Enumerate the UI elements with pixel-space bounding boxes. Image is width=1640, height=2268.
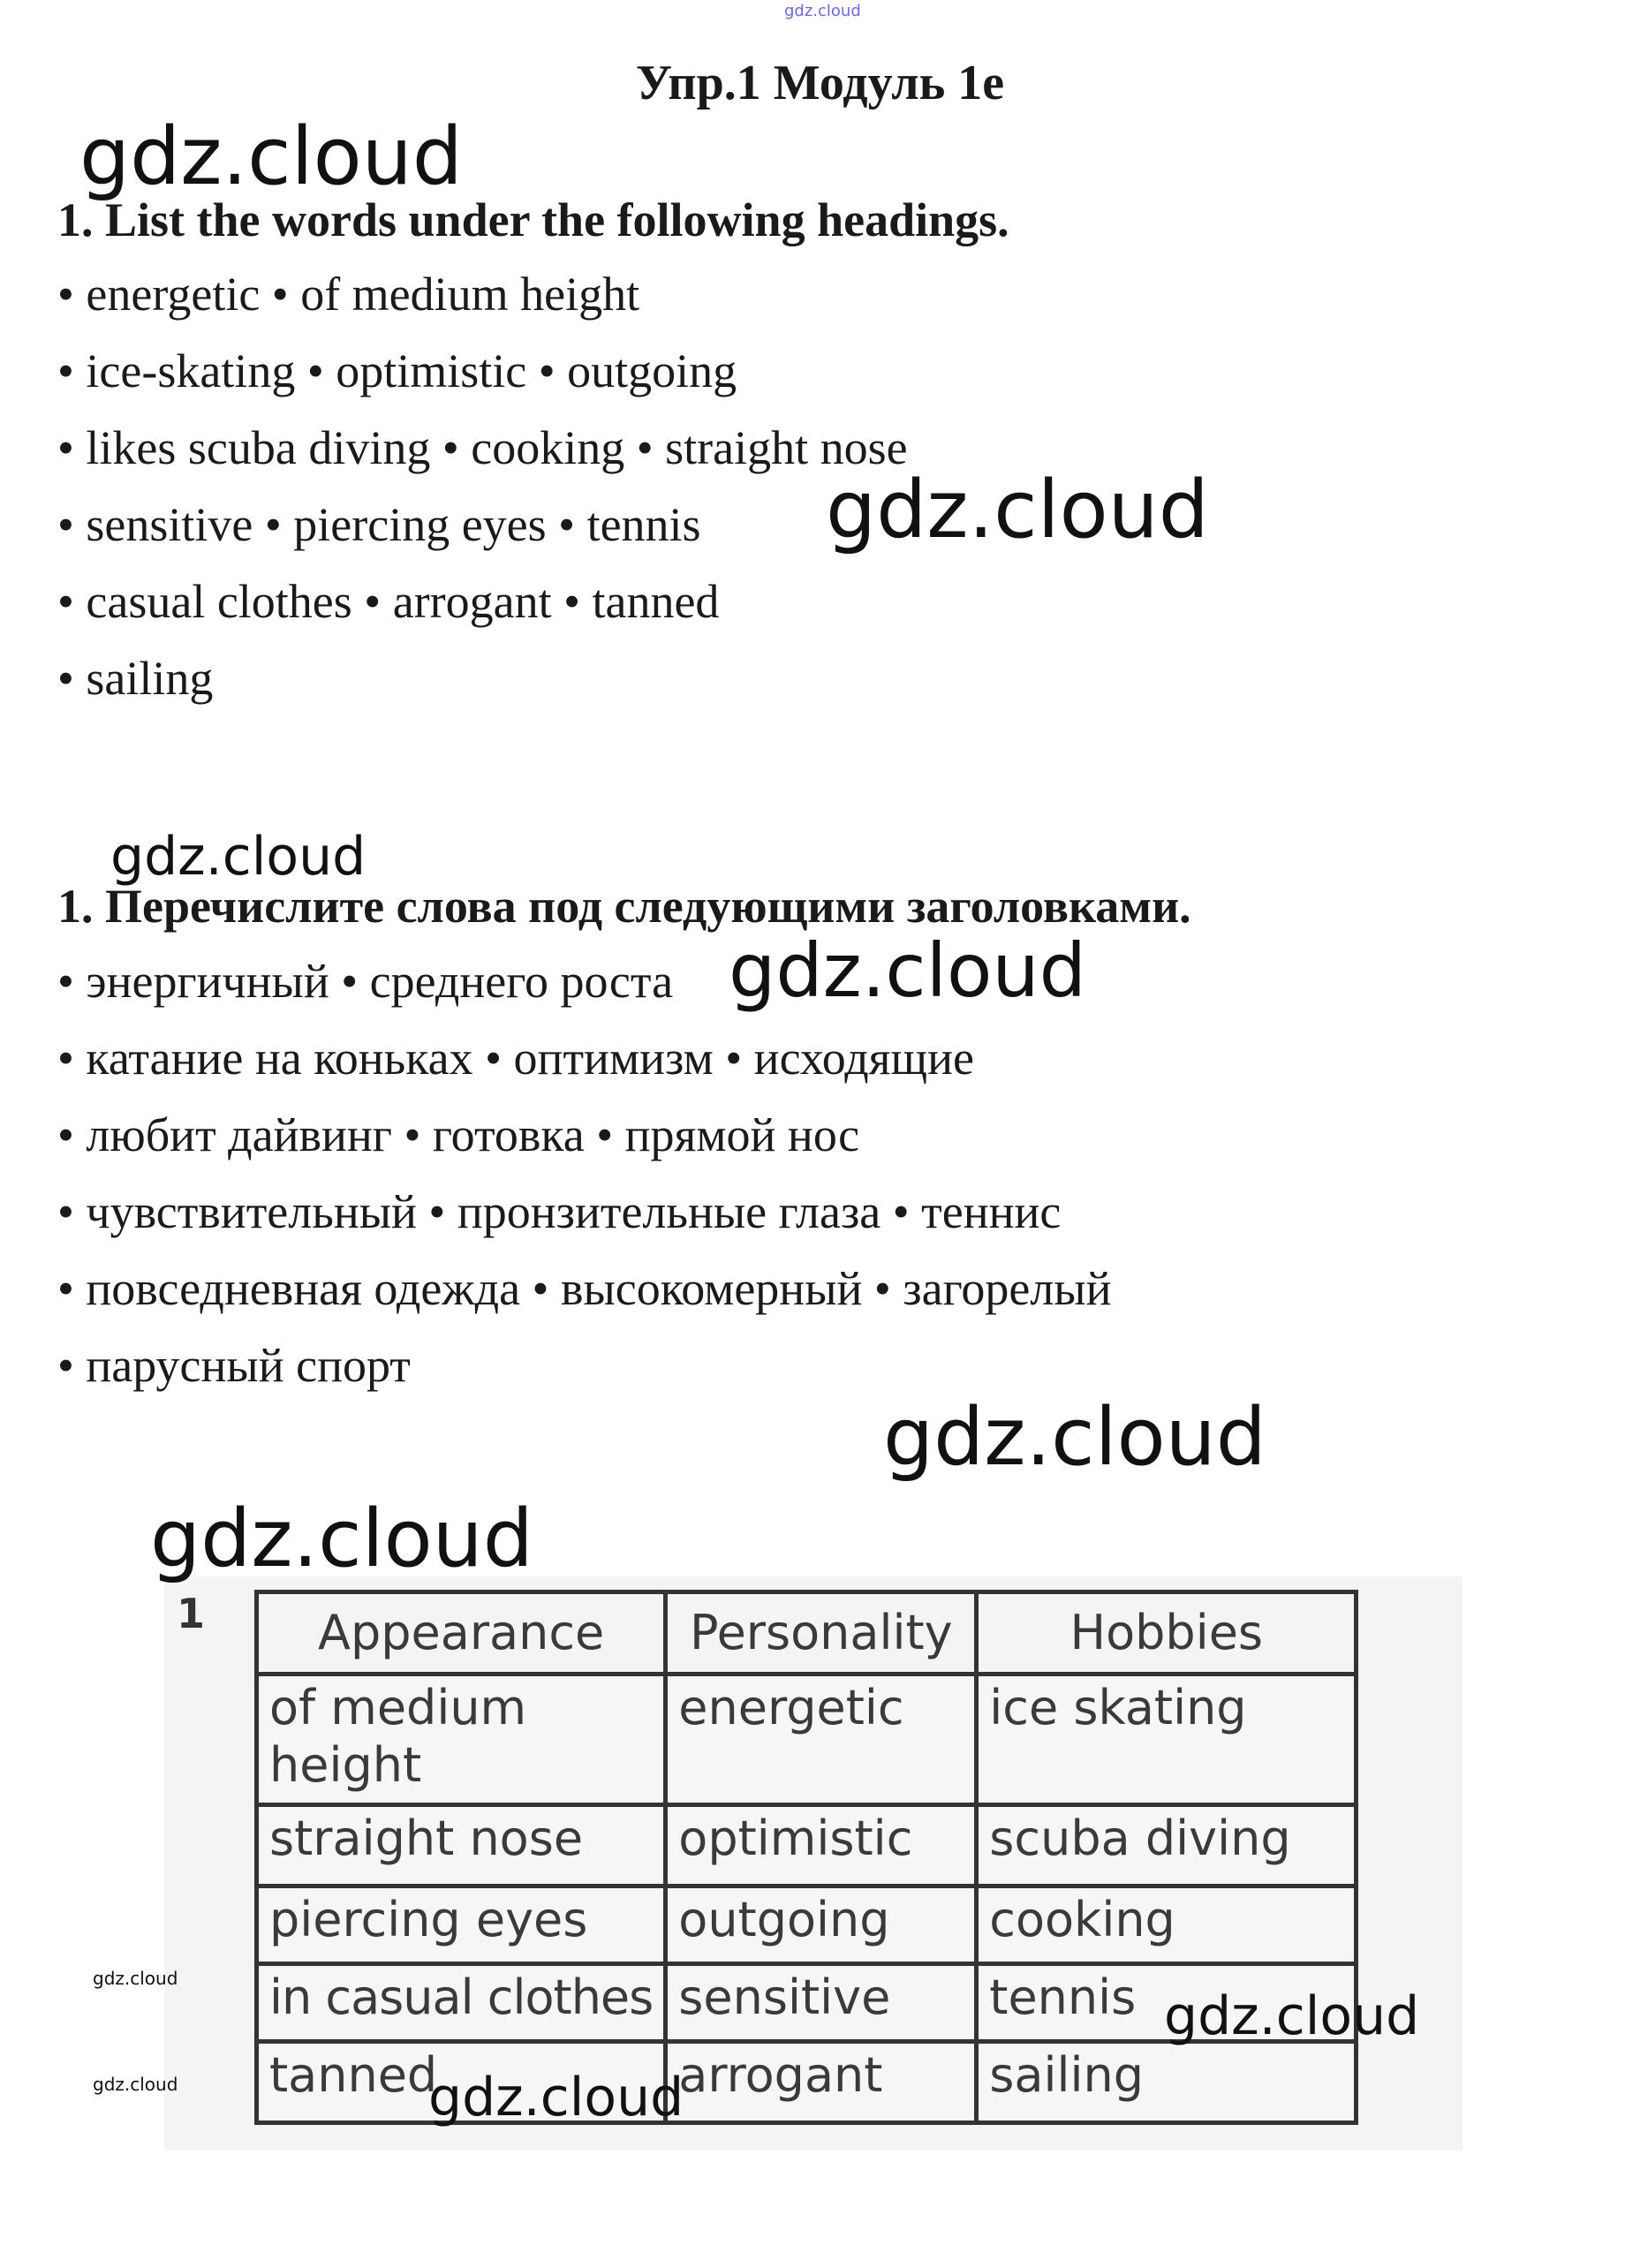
english-line-6: • sailing xyxy=(57,652,214,705)
table-cell: of medium height xyxy=(257,1675,666,1805)
top-watermark: gdz.cloud xyxy=(784,2,861,20)
watermark: gdz.cloud xyxy=(110,826,367,888)
english-line-5: • casual clothes • arrogant • tanned xyxy=(57,575,720,628)
english-line-3: • likes scuba diving • cooking • straight nose xyxy=(57,421,908,474)
watermark: gdz.cloud xyxy=(883,1391,1266,1484)
english-line-4: • sensitive • piercing eyes • tennis xyxy=(57,498,701,551)
header-personality: Personality xyxy=(666,1592,977,1675)
table-cell: sailing xyxy=(977,2042,1357,2123)
table-row xyxy=(257,1805,1357,1886)
watermark: gdz.cloud xyxy=(93,1968,178,1989)
table-header-row xyxy=(257,1592,1357,1675)
watermark: gdz.cloud xyxy=(1164,1985,1420,2047)
english-line-1: • energetic • of medium height xyxy=(57,268,640,321)
russian-line-2: • катание на коньках • оптимизм • исходящие xyxy=(57,1032,974,1085)
watermark: gdz.cloud xyxy=(93,2074,178,2095)
table-cell: tennis xyxy=(977,1964,1357,2042)
answer-table-number: 1 xyxy=(177,1590,206,1637)
table-row xyxy=(257,2042,1357,2123)
table-row xyxy=(257,1675,1357,1805)
watermark: gdz.cloud xyxy=(79,110,463,203)
table-cell: piercing eyes xyxy=(257,1886,666,1964)
table-cell: arrogant xyxy=(666,2042,977,2123)
table-cell: energetic xyxy=(666,1675,977,1805)
watermark: gdz.cloud xyxy=(150,1493,533,1585)
table-cell: cooking xyxy=(977,1886,1357,1964)
russian-line-3: • любит дайвинг • готовка • прямой нос xyxy=(57,1108,860,1161)
table-cell: straight nose xyxy=(257,1805,666,1886)
russian-line-1: • энергичный • среднего роста xyxy=(57,955,674,1008)
russian-heading: 1. Перечислите слова под следующими заголовками. xyxy=(57,880,1191,933)
russian-line-5: • повседневная одежда • высокомерный • загорелый xyxy=(57,1262,1112,1315)
table-cell: outgoing xyxy=(666,1886,977,1964)
table-cell: optimistic xyxy=(666,1805,977,1886)
table-row xyxy=(257,1886,1357,1964)
english-line-2: • ice-skating • optimistic • outgoing xyxy=(57,344,737,397)
table-cell: sensitive xyxy=(666,1964,977,2042)
table-cell: scuba diving xyxy=(977,1805,1357,1886)
table-cell: in casual clothes xyxy=(257,1964,666,2042)
watermark: gdz.cloud xyxy=(729,927,1086,1014)
english-heading: 1. List the words under the following headings. xyxy=(57,193,1009,246)
watermark: gdz.cloud xyxy=(428,2067,684,2128)
russian-line-6: • парусный спорт xyxy=(57,1339,411,1392)
table-cell: tanned xyxy=(257,2042,666,2123)
page-title: Упр.1 Модуль 1е xyxy=(635,56,1005,110)
header-hobbies: Hobbies xyxy=(977,1592,1357,1675)
table-cell: ice skating xyxy=(977,1675,1357,1805)
header-appearance: Appearance xyxy=(257,1592,666,1675)
russian-line-4: • чувствительный • пронзительные глаза • теннис xyxy=(57,1185,1062,1238)
watermark: gdz.cloud xyxy=(826,464,1209,556)
